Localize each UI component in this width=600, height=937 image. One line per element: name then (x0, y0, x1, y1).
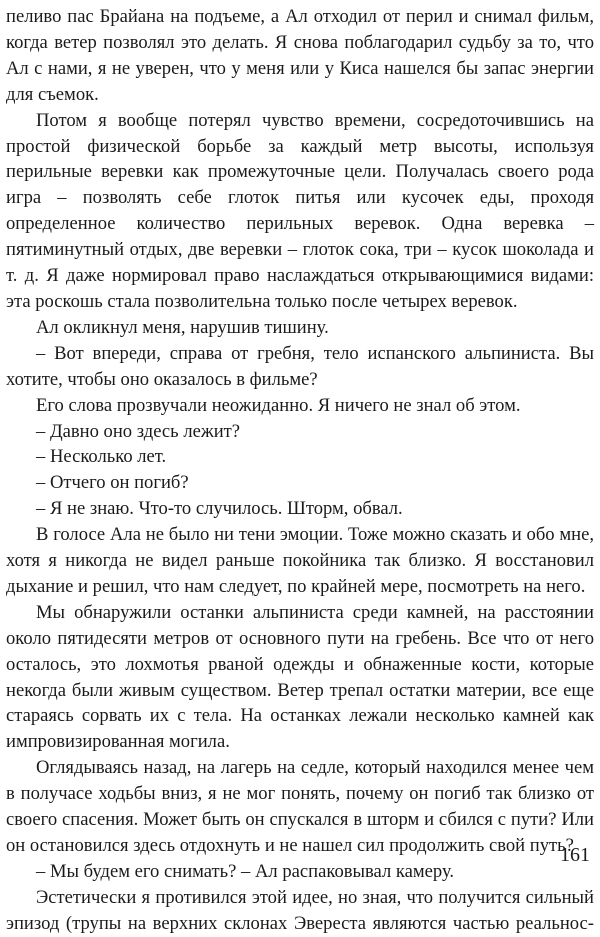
paragraph: В голосе Ала не было ни тени эмоции. Тоже можно сказать и обо мне, хотя я никогда не видел раньше покойника так близко. Я восстановил дыхание и решил, что нам следует, по крайней мере, посмотреть на него. (6, 524, 594, 597)
paragraph: Ал окликнул меня, нарушив тишину. (36, 316, 329, 338)
dialogue-line: – Вот впереди, справа от гребня, тело испанского альпиниста. Вы хотите, чтобы оно оказалось в фильме? (6, 342, 594, 390)
dialogue-line: – Мы будем его снимать? – Ал распаковывал камеру. (36, 860, 455, 882)
page-number: 161 (560, 844, 590, 866)
paragraph: пеливо пас Брайана на подъеме, а Ал отходил от перил и снимал фильм, когда ветер позволял это делать. Я снова поблагодарил судьбу за то, что Ал с нами, я не уверен, что у меня или у Киса нашелся бы запас энергии для съемок. (6, 6, 594, 105)
paragraph: Его слова прозвучали неожиданно. Я ничего не знал об этом. (36, 394, 521, 416)
page-body (6, 4, 594, 937)
dialogue-line: – Давно оно здесь лежит? (36, 420, 241, 442)
paragraph: Мы обнаружили останки альпиниста среди камней, на расстоянии около пятидесяти метров от основного пути на гребень. Все что от него осталось, это лохмотья рваной одежды и обнаженные кости, которые некогда были живым существом. Ветер трепал остатки материи, все еще стараясь сорвать их с тела. На останках лежали несколько камней как импровизированная могила. (6, 601, 594, 753)
paragraph: Потом я вообще потерял чувство времени, сосредоточившись на простой физической борьбе за каждый метр высоты, используя перильные веревки как промежуточные цели. Получалась своего рода игра – позволять себе глоток питья или кусочек еды, проходя определенное количество перильных веревок. Одна веревка – пятиминутный отдых, две веревки – глоток сока, три – кусок шоколада и т. д. Я даже нормировал право наслаждаться открывающимися видами: эта роскошь стала позволительна только после четырех веревок. (6, 109, 594, 312)
paragraph: Эстетически я противился этой идее, но зная, что получится сильный эпизод (трупы на верхних склонах Эвереста являются частью реальнос- (6, 886, 594, 934)
dialogue-line: – Отчего он погиб? (36, 472, 189, 494)
paragraph: Оглядываясь назад, на лагерь на седле, который находился менее чем в получасе ходьбы вниз, я не мог понять, почему он погиб так близко от своего спасения. Может быть он спускался в шторм и сбился с пути? Или он остановился здесь отдохнуть и не нашел сил продолжить свой путь? (6, 757, 594, 856)
dialogue-line: – Несколько лет. (36, 446, 167, 468)
dialogue-line: – Я не знаю. Что-то случилось. Шторм, обвал. (36, 498, 403, 520)
